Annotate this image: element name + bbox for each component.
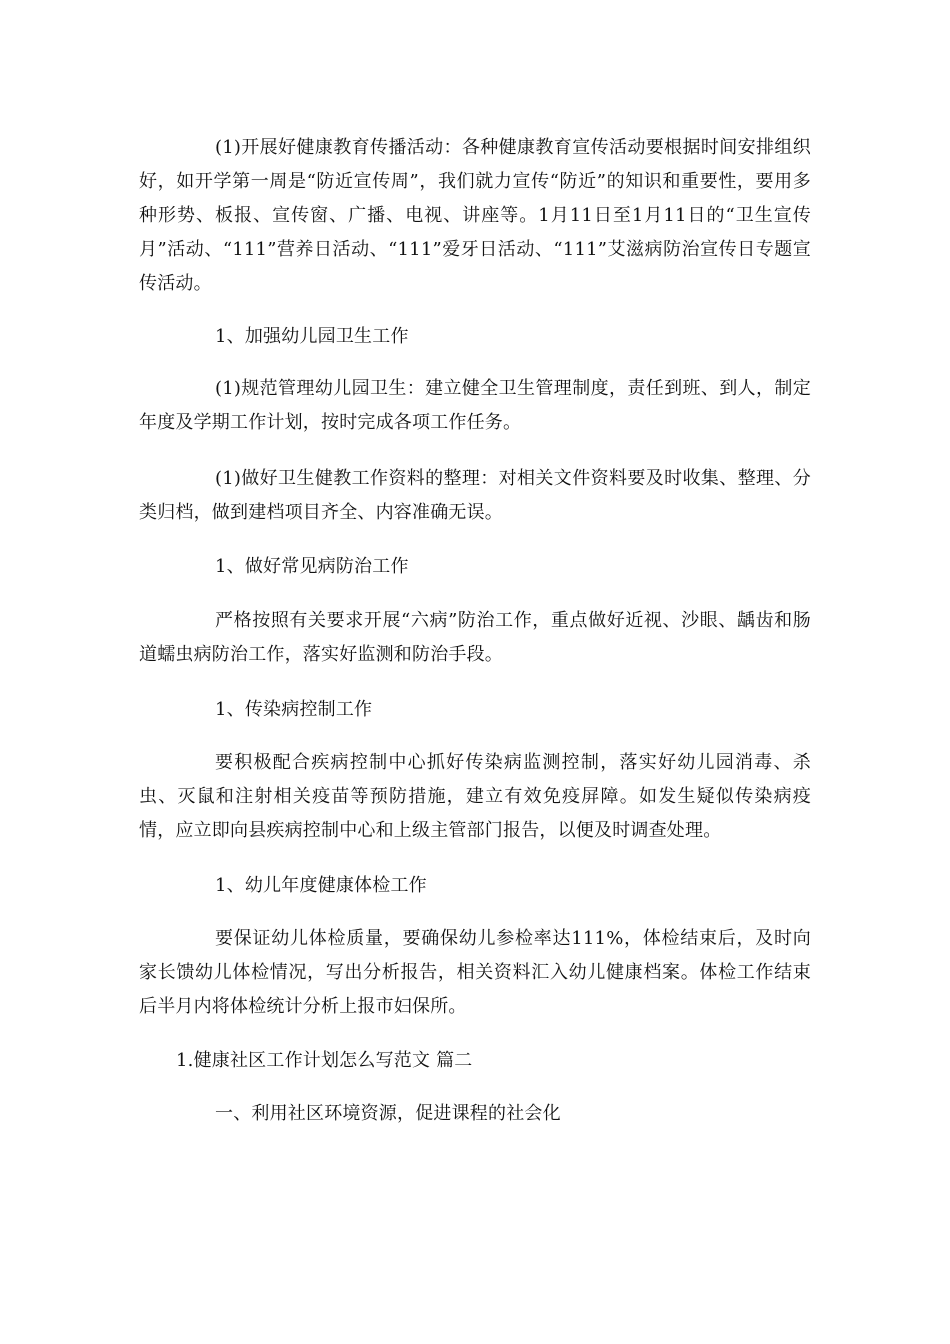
heading-infectious-disease-control: 1、传染病控制工作 — [215, 699, 373, 720]
heading-kindergarten-hygiene: 1、加强幼儿园卫生工作 — [215, 326, 409, 347]
section-title: 1.健康社区工作计划怎么写范文 篇二 — [176, 1050, 473, 1071]
paragraph-six-diseases: 严格按照有关要求开展“六病”防治工作，重点做好近视、沙眼、龋齿和肠道蠕虫病防治工作，落实好监测和防治手段。 — [139, 610, 811, 665]
paragraph-health-education-activities: (1)开展好健康教育传播活动：各种健康教育宣传活动要根据时间安排组织好，如开学第一周是“防近宣传周”，我们就力宣传“防近”的知识和重要性，要用多种形势、板报、宣传窗、广播、电视、讲座等。1月11日至1月11日的“卫生宣传月”活动、“111”营养日活动、“111”爱牙日活动、“111”艾滋病防治宣传日专题宣传活动。 — [139, 137, 811, 294]
paragraph-hygiene-management: (1)规范管理幼儿园卫生：建立健全卫生管理制度，责任到班、到人，制定年度及学期工作计划，按时完成各项工作任务。 — [139, 378, 811, 433]
paragraph-infectious-disease-monitoring: 要积极配合疾病控制中心抓好传染病监测控制，落实好幼儿园消毒、杀虫、灭鼠和注射相关疫苗等预防措施，建立有效免疫屏障。如发生疑似传染病疫情，应立即向县疾病控制中心和上级主管部门报告，以便及时调查处理。 — [139, 752, 811, 841]
paragraph-checkup-quality: 要保证幼儿体检质量，要确保幼儿参检率达111%，体检结束后，及时向家长馈幼儿体检情况，写出分析报告，相关资料汇入幼儿健康档案。体检工作结束后半月内将体检统计分析上报市妇保所。 — [139, 928, 811, 1017]
subsection-title: 一、利用社区环境资源，促进课程的社会化 — [215, 1103, 561, 1124]
heading-common-disease-prevention: 1、做好常见病防治工作 — [215, 556, 409, 577]
heading-annual-health-checkup: 1、幼儿年度健康体检工作 — [215, 875, 427, 896]
paragraph-records-organization: (1)做好卫生健教工作资料的整理：对相关文件资料要及时收集、整理、分类归档，做到建档项目齐全、内容准确无误。 — [139, 468, 811, 523]
